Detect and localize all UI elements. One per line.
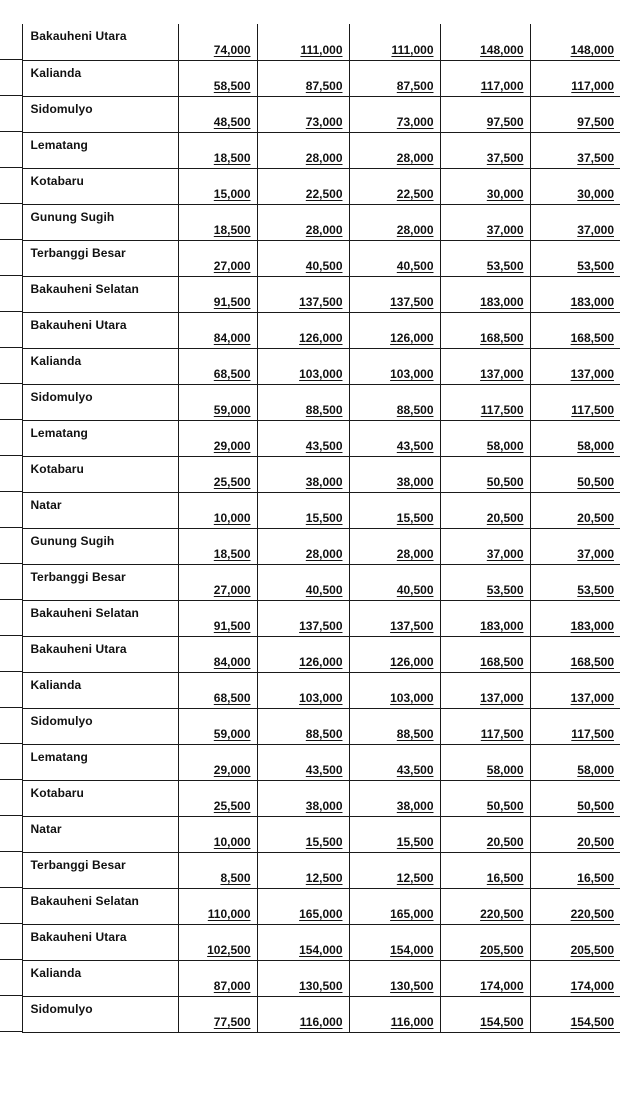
tariff-value-cell: 37,000 (530, 204, 620, 240)
tariff-value-cell: 103,000 (257, 672, 349, 708)
tariff-value-cell: 137,500 (257, 600, 349, 636)
row-left-margin-cell (0, 852, 22, 888)
tariff-value-cell: 97,500 (440, 96, 530, 132)
tariff-value-cell: 25,500 (178, 456, 257, 492)
tariff-value-cell: 30,000 (440, 168, 530, 204)
row-left-margin-cell (0, 168, 22, 204)
location-name-cell: Bakauheni Selatan (22, 276, 178, 312)
tariff-value-cell: 116,000 (349, 996, 440, 1032)
location-name-cell: Terbanggi Besar (22, 852, 178, 888)
tariff-value-cell: 168,500 (440, 312, 530, 348)
row-left-margin-cell (0, 780, 22, 816)
tariff-value-cell: 15,500 (257, 492, 349, 528)
tariff-value-cell: 130,500 (349, 960, 440, 996)
table-row (0, 780, 620, 816)
tariff-value-cell: 38,000 (349, 780, 440, 816)
tariff-value-cell: 22,500 (257, 168, 349, 204)
tariff-value-cell: 220,500 (530, 888, 620, 924)
table-row (0, 384, 620, 420)
row-left-margin-cell (0, 492, 22, 528)
tariff-value-cell: 48,500 (178, 96, 257, 132)
tariff-value-cell: 111,000 (349, 24, 440, 60)
tariff-value-cell: 25,500 (178, 780, 257, 816)
tariff-value-cell: 168,500 (530, 636, 620, 672)
tariff-value-cell: 220,500 (440, 888, 530, 924)
tariff-value-cell: 37,000 (530, 528, 620, 564)
location-name-cell: Gunung Sugih (22, 528, 178, 564)
tariff-value-cell: 53,500 (530, 240, 620, 276)
tariff-value-cell: 27,000 (178, 564, 257, 600)
tariff-value-cell: 88,500 (349, 708, 440, 744)
tariff-value-cell: 40,500 (349, 240, 440, 276)
tariff-value-cell: 40,500 (257, 564, 349, 600)
tariff-value-cell: 43,500 (349, 744, 440, 780)
table-row (0, 888, 620, 924)
tariff-value-cell: 183,000 (530, 276, 620, 312)
location-name-cell: Kalianda (22, 348, 178, 384)
tariff-value-cell: 50,500 (530, 456, 620, 492)
location-name-cell: Lematang (22, 420, 178, 456)
location-name-cell: Sidomulyo (22, 384, 178, 420)
tariff-value-cell: 84,000 (178, 636, 257, 672)
tariff-value-cell: 88,500 (349, 384, 440, 420)
tariff-value-cell: 91,500 (178, 276, 257, 312)
toll-tariff-table (0, 24, 620, 1033)
tariff-value-cell: 137,000 (530, 672, 620, 708)
tariff-value-cell: 148,000 (440, 24, 530, 60)
tariff-value-cell: 15,500 (349, 492, 440, 528)
table-row (0, 312, 620, 348)
location-name-cell: Natar (22, 816, 178, 852)
tariff-value-cell: 154,500 (440, 996, 530, 1032)
tariff-value-cell: 29,000 (178, 420, 257, 456)
location-name-cell: Bakauheni Utara (22, 312, 178, 348)
location-name-cell: Bakauheni Utara (22, 636, 178, 672)
table-row (0, 132, 620, 168)
tariff-value-cell: 37,000 (440, 528, 530, 564)
tariff-value-cell: 126,000 (257, 636, 349, 672)
tariff-value-cell: 174,000 (440, 960, 530, 996)
tariff-value-cell: 97,500 (530, 96, 620, 132)
tariff-value-cell: 12,500 (349, 852, 440, 888)
tariff-value-cell: 68,500 (178, 672, 257, 708)
tariff-value-cell: 102,500 (178, 924, 257, 960)
tariff-value-cell: 168,500 (530, 312, 620, 348)
row-left-margin-cell (0, 204, 22, 240)
location-name-cell: Gunung Sugih (22, 204, 178, 240)
tariff-value-cell: 183,000 (440, 600, 530, 636)
row-left-margin-cell (0, 276, 22, 312)
tariff-value-cell: 117,000 (530, 60, 620, 96)
location-name-cell: Sidomulyo (22, 96, 178, 132)
tariff-value-cell: 137,000 (530, 348, 620, 384)
table-row (0, 672, 620, 708)
tariff-value-cell: 40,500 (257, 240, 349, 276)
tariff-value-cell: 168,500 (440, 636, 530, 672)
row-left-margin-cell (0, 240, 22, 276)
row-left-margin-cell (0, 60, 22, 96)
tariff-value-cell: 43,500 (349, 420, 440, 456)
tariff-value-cell: 88,500 (257, 708, 349, 744)
tariff-value-cell: 137,500 (349, 276, 440, 312)
tariff-value-cell: 58,500 (178, 60, 257, 96)
row-left-margin-cell (0, 24, 22, 60)
tariff-value-cell: 77,500 (178, 996, 257, 1032)
tariff-value-cell: 91,500 (178, 600, 257, 636)
table-row (0, 348, 620, 384)
tariff-value-cell: 87,500 (257, 60, 349, 96)
tariff-value-cell: 183,000 (440, 276, 530, 312)
tariff-value-cell: 20,500 (440, 816, 530, 852)
tariff-value-cell: 154,500 (530, 996, 620, 1032)
tariff-value-cell: 28,000 (257, 204, 349, 240)
tariff-value-cell: 205,500 (440, 924, 530, 960)
tariff-value-cell: 84,000 (178, 312, 257, 348)
tariff-value-cell: 28,000 (257, 528, 349, 564)
tariff-value-cell: 18,500 (178, 528, 257, 564)
tariff-value-cell: 15,500 (349, 816, 440, 852)
tariff-value-cell: 88,500 (257, 384, 349, 420)
tariff-value-cell: 183,000 (530, 600, 620, 636)
table-row (0, 24, 620, 60)
table-row (0, 96, 620, 132)
tariff-value-cell: 59,000 (178, 708, 257, 744)
location-name-cell: Natar (22, 492, 178, 528)
tariff-value-cell: 20,500 (440, 492, 530, 528)
tariff-value-cell: 110,000 (178, 888, 257, 924)
tariff-value-cell: 16,500 (440, 852, 530, 888)
tariff-value-cell: 20,500 (530, 492, 620, 528)
row-left-margin-cell (0, 708, 22, 744)
tariff-value-cell: 73,000 (257, 96, 349, 132)
tariff-value-cell: 117,500 (440, 708, 530, 744)
row-left-margin-cell (0, 924, 22, 960)
table-row (0, 708, 620, 744)
tariff-value-cell: 37,500 (440, 132, 530, 168)
location-name-cell: Kotabaru (22, 168, 178, 204)
location-name-cell: Kalianda (22, 672, 178, 708)
location-name-cell: Lematang (22, 132, 178, 168)
tariff-value-cell: 43,500 (257, 744, 349, 780)
table-row (0, 600, 620, 636)
tariff-value-cell: 50,500 (440, 456, 530, 492)
tariff-value-cell: 37,500 (530, 132, 620, 168)
table-row (0, 60, 620, 96)
location-name-cell: Kalianda (22, 960, 178, 996)
tariff-value-cell: 58,000 (530, 420, 620, 456)
tariff-value-cell: 53,500 (440, 564, 530, 600)
table-row (0, 996, 620, 1032)
tariff-value-cell: 137,500 (257, 276, 349, 312)
table-row (0, 420, 620, 456)
tariff-value-cell: 117,500 (530, 384, 620, 420)
tariff-value-cell: 27,000 (178, 240, 257, 276)
table-row (0, 276, 620, 312)
tariff-value-cell: 137,000 (440, 348, 530, 384)
tariff-value-cell: 137,000 (440, 672, 530, 708)
toll-tariff-table-container (0, 24, 620, 1033)
location-name-cell: Bakauheni Utara (22, 924, 178, 960)
tariff-value-cell: 137,500 (349, 600, 440, 636)
table-body (0, 24, 620, 1032)
location-name-cell: Kotabaru (22, 780, 178, 816)
tariff-value-cell: 154,000 (349, 924, 440, 960)
location-name-cell: Kalianda (22, 60, 178, 96)
row-left-margin-cell (0, 636, 22, 672)
tariff-value-cell: 126,000 (257, 312, 349, 348)
tariff-value-cell: 28,000 (349, 528, 440, 564)
tariff-value-cell: 103,000 (349, 348, 440, 384)
row-left-margin-cell (0, 312, 22, 348)
tariff-value-cell: 28,000 (349, 204, 440, 240)
tariff-value-cell: 53,500 (440, 240, 530, 276)
tariff-value-cell: 43,500 (257, 420, 349, 456)
tariff-value-cell: 103,000 (349, 672, 440, 708)
row-left-margin-cell (0, 816, 22, 852)
tariff-value-cell: 117,000 (440, 60, 530, 96)
tariff-value-cell: 37,000 (440, 204, 530, 240)
row-left-margin-cell (0, 420, 22, 456)
tariff-value-cell: 126,000 (349, 636, 440, 672)
row-left-margin-cell (0, 996, 22, 1032)
table-row (0, 564, 620, 600)
tariff-value-cell: 28,000 (257, 132, 349, 168)
row-left-margin-cell (0, 564, 22, 600)
row-left-margin-cell (0, 672, 22, 708)
location-name-cell: Kotabaru (22, 456, 178, 492)
table-row (0, 240, 620, 276)
tariff-value-cell: 68,500 (178, 348, 257, 384)
tariff-value-cell: 18,500 (178, 204, 257, 240)
tariff-value-cell: 38,000 (257, 780, 349, 816)
row-left-margin-cell (0, 348, 22, 384)
tariff-value-cell: 148,000 (530, 24, 620, 60)
tariff-value-cell: 165,000 (257, 888, 349, 924)
tariff-value-cell: 15,000 (178, 168, 257, 204)
tariff-value-cell: 74,000 (178, 24, 257, 60)
tariff-value-cell: 174,000 (530, 960, 620, 996)
tariff-value-cell: 205,500 (530, 924, 620, 960)
location-name-cell: Sidomulyo (22, 708, 178, 744)
tariff-value-cell: 116,000 (257, 996, 349, 1032)
tariff-value-cell: 103,000 (257, 348, 349, 384)
tariff-value-cell: 38,000 (257, 456, 349, 492)
table-row (0, 816, 620, 852)
table-row (0, 456, 620, 492)
location-name-cell: Lematang (22, 744, 178, 780)
tariff-value-cell: 30,000 (530, 168, 620, 204)
location-name-cell: Bakauheni Utara (22, 24, 178, 60)
table-row (0, 744, 620, 780)
tariff-value-cell: 28,000 (349, 132, 440, 168)
tariff-value-cell: 10,000 (178, 492, 257, 528)
tariff-value-cell: 22,500 (349, 168, 440, 204)
tariff-value-cell: 58,000 (440, 420, 530, 456)
tariff-value-cell: 16,500 (530, 852, 620, 888)
tariff-value-cell: 58,000 (440, 744, 530, 780)
row-left-margin-cell (0, 960, 22, 996)
table-row (0, 492, 620, 528)
row-left-margin-cell (0, 888, 22, 924)
tariff-value-cell: 15,500 (257, 816, 349, 852)
location-name-cell: Sidomulyo (22, 996, 178, 1032)
tariff-value-cell: 59,000 (178, 384, 257, 420)
table-row (0, 168, 620, 204)
tariff-value-cell: 154,000 (257, 924, 349, 960)
location-name-cell: Bakauheni Selatan (22, 888, 178, 924)
table-row (0, 852, 620, 888)
tariff-value-cell: 50,500 (530, 780, 620, 816)
row-left-margin-cell (0, 744, 22, 780)
tariff-value-cell: 111,000 (257, 24, 349, 60)
tariff-value-cell: 53,500 (530, 564, 620, 600)
tariff-value-cell: 87,500 (349, 60, 440, 96)
tariff-value-cell: 87,000 (178, 960, 257, 996)
tariff-value-cell: 40,500 (349, 564, 440, 600)
location-name-cell: Bakauheni Selatan (22, 600, 178, 636)
row-left-margin-cell (0, 456, 22, 492)
tariff-value-cell: 117,500 (530, 708, 620, 744)
tariff-value-cell: 12,500 (257, 852, 349, 888)
row-left-margin-cell (0, 132, 22, 168)
row-left-margin-cell (0, 384, 22, 420)
row-left-margin-cell (0, 600, 22, 636)
tariff-value-cell: 10,000 (178, 816, 257, 852)
tariff-value-cell: 18,500 (178, 132, 257, 168)
tariff-value-cell: 73,000 (349, 96, 440, 132)
location-name-cell: Terbanggi Besar (22, 240, 178, 276)
table-row (0, 960, 620, 996)
tariff-value-cell: 50,500 (440, 780, 530, 816)
location-name-cell: Terbanggi Besar (22, 564, 178, 600)
tariff-value-cell: 20,500 (530, 816, 620, 852)
tariff-value-cell: 126,000 (349, 312, 440, 348)
tariff-value-cell: 8,500 (178, 852, 257, 888)
table-row (0, 528, 620, 564)
tariff-value-cell: 130,500 (257, 960, 349, 996)
tariff-value-cell: 117,500 (440, 384, 530, 420)
table-row (0, 636, 620, 672)
tariff-value-cell: 165,000 (349, 888, 440, 924)
tariff-value-cell: 38,000 (349, 456, 440, 492)
row-left-margin-cell (0, 528, 22, 564)
tariff-value-cell: 58,000 (530, 744, 620, 780)
tariff-value-cell: 29,000 (178, 744, 257, 780)
table-row (0, 204, 620, 240)
table-row (0, 924, 620, 960)
row-left-margin-cell (0, 96, 22, 132)
